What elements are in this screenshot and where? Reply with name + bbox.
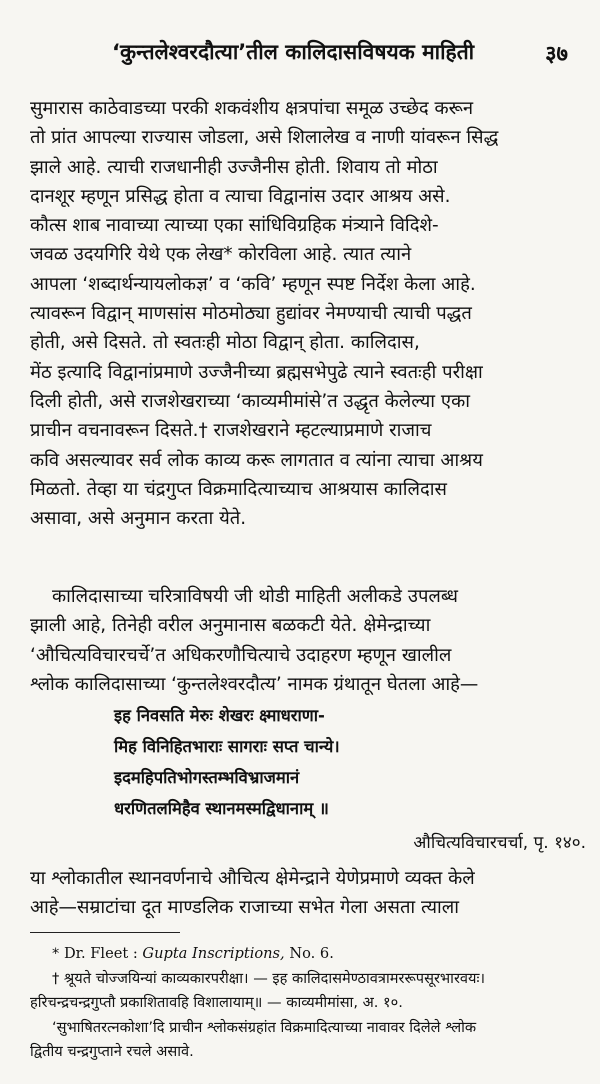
footnote-number: No. 6. [289, 945, 334, 962]
footnote-3-line: ‘सुभाषितरत्नकोशा’दि प्राचीन श्लोकसंग्रहांत विक्रमादित्याच्या नावावर दिलेले श्लोक [52, 1018, 477, 1036]
text-line: कवि असल्यावर सर्व लोक काव्य करू लागतात व त्यांना त्याचा आश्रय [30, 449, 483, 471]
verse-line: इह निवसति मेरुः शेखरः क्ष्माधराणा- [114, 706, 325, 725]
verse-line: इदमहिपतिभोगस्तम्भविभ्राजमानं [114, 768, 300, 787]
footnote-2-line: † श्रूयते चोज्जयिन्यां काव्यकारपरीक्षा। — इह कालिदासमेण्ठावत्रामररूपसूरभारवयः। [52, 969, 485, 987]
footnotes [30, 942, 590, 1065]
footnote-author: Dr. Fleet : [63, 945, 138, 962]
verse-source: औचित्यविचारचर्चा, पृ. १४०. [413, 833, 586, 853]
footnote-1 [30, 942, 590, 967]
text-line: दिली होती, असे राजशेखराच्या ‘काव्यमीमांसे’त उद्धृत केलेल्या एका [30, 390, 470, 412]
text-line: ‘औचित्यविचारचर्चे’त अधिकरणौचित्याचे उदाहरण म्हणून खालील [30, 644, 452, 666]
text-line: मेंठ इत्यादि विद्वानांप्रमाणे उज्जैनीच्या ब्रह्मसभेपुढे त्याने स्वतःही परीक्षा [30, 361, 483, 383]
text-line: प्राचीन वचनावरून दिसते.† राजशेखराने म्हटल्याप्रमाणे राजाच [30, 420, 432, 442]
footnote-divider [30, 932, 180, 933]
text-line: जवळ उदयगिरि येथे एक लेख* कोरविला आहे. त्यात त्याने [30, 244, 412, 266]
text-line: दानशूर म्हणून प्रसिद्ध होता व त्याचा विद्वानांस उदार आश्रय असे. [30, 185, 451, 207]
text-line: कौत्स शाब नावाच्या त्याच्या एका सांधिविग्रहिक मंत्र्याने विदिशे- [30, 215, 439, 237]
footnote-2-line: हरिचन्द्रचन्द्रगुप्तौ प्रकाशितावहि विशालायाम्॥ — काव्यमीमांसा, अ. १०. [30, 994, 403, 1011]
text-line: सुमारास काठेवाडच्या परकी शकवंशीय क्षत्रपांचा समूळ उच्छेद करून [30, 98, 474, 119]
sanskrit-verse [114, 700, 574, 824]
text-line: श्लोक कालिदासाच्या ‘कुन्तलेश्वरदौत्य’ नामक ग्रंथातून घेतला आहे— [30, 673, 479, 695]
text-line: असावा, असे अनुमान करता येते. [30, 508, 247, 530]
text-line: या श्लोकातील स्थानवर्णनाचे औचित्य क्षेमेन्द्राने येणेप्रमाणे व्यक्त केले [30, 868, 475, 889]
paragraph-2 [30, 582, 590, 699]
running-header-title: ‘कुन्तलेश्वरदौत्या’तील कालिदासविषयक माहिती [112, 40, 475, 64]
text-line: झाली आहे, तिनेही वरील अनुमानास बळकटी येते. क्षेमेन्द्राच्या [30, 615, 431, 637]
text-line: आपला ‘शब्दार्थन्यायलोकज्ञ’ व ‘कवि’ म्हणून स्पष्ट निर्देश केला आहे. [30, 273, 476, 295]
running-header [40, 38, 580, 74]
footnote-marker: * [52, 945, 60, 962]
text-line: होती, असे दिसते. तो स्वतःही मोठा विद्वान् होता. कालिदास, [30, 332, 420, 354]
paragraph-3 [30, 864, 590, 923]
footnote-book-title: Gupta Inscriptions, [142, 945, 285, 962]
page-number: ३७ [545, 42, 568, 67]
text-line: आहे—सम्राटांचा दूत माण्डलिक राजाच्या सभेत गेला असता त्याला [30, 897, 460, 919]
text-line: झाले आहे. त्याची राजधानीही उज्जैनीस होती. शिवाय तो मोठा [30, 156, 438, 178]
text-line: तो प्रांत आपल्या राज्यास जोडला, असे शिलालेख व नाणी यांवरून सिद्ध [30, 127, 499, 149]
text-line: त्यावरून विद्वान् माणसांस मोठमोठ्या हुद्यांवर नेमण्याची त्याची पद्धत [30, 303, 472, 325]
verse-line: धरणितलमिहैव स्थानमस्मद्विधानाम् ॥ [114, 799, 329, 818]
footnote-3-line: द्वितीय चन्द्रगुप्ताने रचले असावे. [30, 1043, 194, 1060]
verse-line: मिह विनिहितभाराः सागराः सप्त चान्ये। [114, 737, 340, 756]
text-line: कालिदासाच्या चरित्राविषयी जी थोडी माहिती अलीकडे उपलब्ध [52, 586, 458, 607]
text-line: मिळतो. तेव्हा या चंद्रगुप्त विक्रमादित्याच्याच आश्रयास कालिदास [30, 478, 447, 500]
paragraph-1 [30, 94, 590, 533]
